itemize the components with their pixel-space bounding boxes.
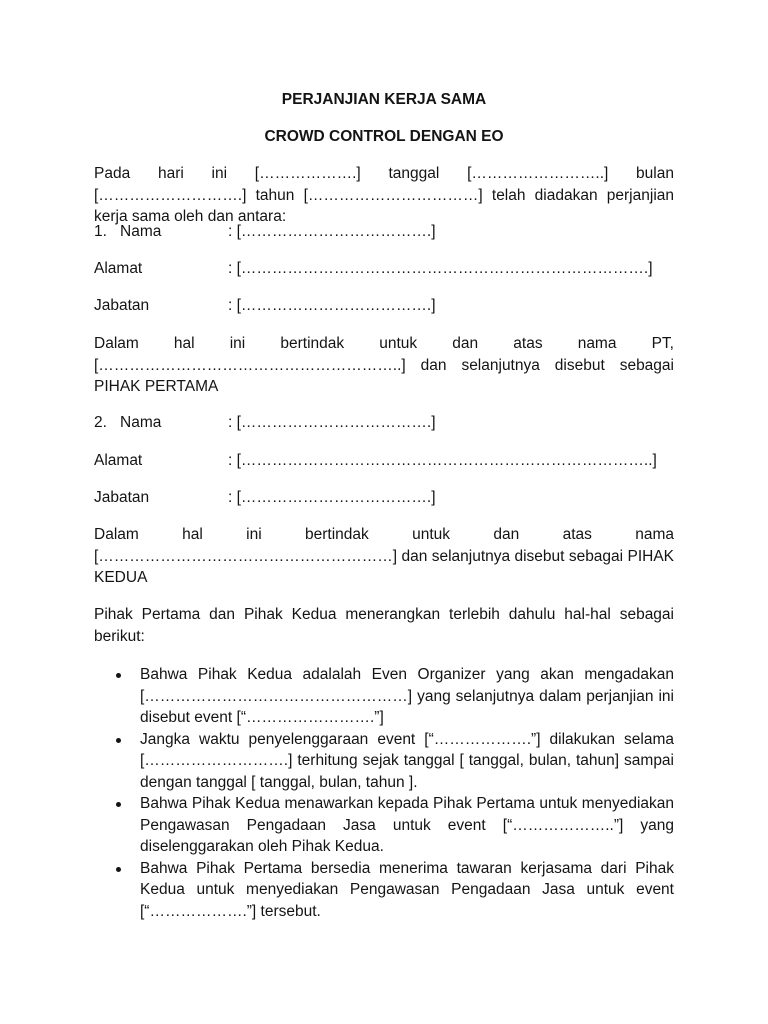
party1-jabatan-label: Jabatan — [94, 297, 150, 314]
list-item — [94, 664, 674, 729]
party2-jabatan-row — [94, 487, 694, 509]
list-item-text: Bahwa Pihak Kedua menawarkan kepada Pihak Pertama untuk menyediakan Pengawasan Pengadaan Jasa untuk event [“………………..”] yang diselenggarakan oleh Pihak Kedua. — [140, 795, 674, 855]
party2-alamat-label: Alamat — [94, 452, 143, 469]
statement-paragraph: Pihak Pertama dan Pihak Kedua menerangkan terlebih dahulu hal-hal sebagai berikut: — [94, 606, 674, 645]
party2-alamat-row — [94, 450, 694, 472]
list-item — [94, 729, 674, 794]
bullet-icon — [116, 738, 121, 743]
list-item — [94, 858, 674, 923]
party2-jabatan-label: Jabatan — [94, 489, 150, 506]
party1-jabatan-value: : [……………………………….] — [228, 297, 436, 314]
party1-jabatan-row — [94, 295, 694, 317]
list-item-text: Bahwa Pihak Pertama bersedia menerima tawaran kerjasama dari Pihak Kedua untuk menyediakan Pengawasan Pengadaan Jasa untuk event [“……………….”] tersebut. — [140, 859, 674, 920]
party1-alamat-row — [94, 258, 694, 280]
party1-description: Dalam hal ini bertindak untuk dan atas nama PT, […………………………………………………..] dan selanjutnya disebut sebagai PIHAK PERTAMA — [94, 335, 674, 395]
party1-nama-value: : [……………………………….] — [228, 223, 436, 240]
party2-number: 2. — [94, 414, 107, 431]
document-title: PERJANJIAN KERJA SAMA — [281, 91, 487, 108]
bullet-icon — [116, 802, 121, 807]
bullet-icon — [116, 673, 121, 678]
document-subtitle: CROWD CONTROL DENGAN EO — [264, 128, 504, 145]
list-item-text: Jangka waktu penyelenggaraan event [“……………….”] dilakukan selama [……………………….] terhitung sejak tanggal [ tanggal, bulan, tahun] sampai dengan tanggal [ tanggal, bulan, tahun ]. — [140, 730, 674, 791]
bullet-icon — [116, 867, 121, 872]
party2-jabatan-value: : [……………………………….] — [228, 489, 436, 506]
list-item-text: Bahwa Pihak Kedua adalalah Even Organizer yang akan mengadakan [……………………………………………] yang selanjutnya dalam perjanjian ini disebut event [“…………………….”] — [140, 666, 674, 726]
terms-list — [94, 664, 674, 922]
party2-nama-label: Nama — [120, 414, 162, 431]
party1-alamat-value: : […………………………………………………………………….] — [228, 260, 653, 277]
party2-nama-value: : [……………………………….] — [228, 414, 436, 431]
party2-alamat-value: : [……………………………………………………………………..] — [228, 452, 657, 469]
party1-alamat-label: Alamat — [94, 260, 143, 277]
party2-nama-row — [94, 412, 694, 434]
party2-description: Dalam hal ini bertindak untuk dan atas nama […………………………………………………] dan selanjutnya disebut sebagai PIHAK KEDUA — [94, 526, 674, 586]
intro-paragraph: Pada hari ini [……………….] tanggal [……………………..] bulan [……………………….] tahun [……………………………] telah diadakan perjanjian kerja sama oleh dan antara: — [94, 165, 674, 225]
party1-nama-label: Nama — [120, 223, 162, 240]
list-item — [94, 793, 674, 858]
party1-number: 1. — [94, 223, 107, 240]
party1-nama-row — [94, 221, 694, 243]
